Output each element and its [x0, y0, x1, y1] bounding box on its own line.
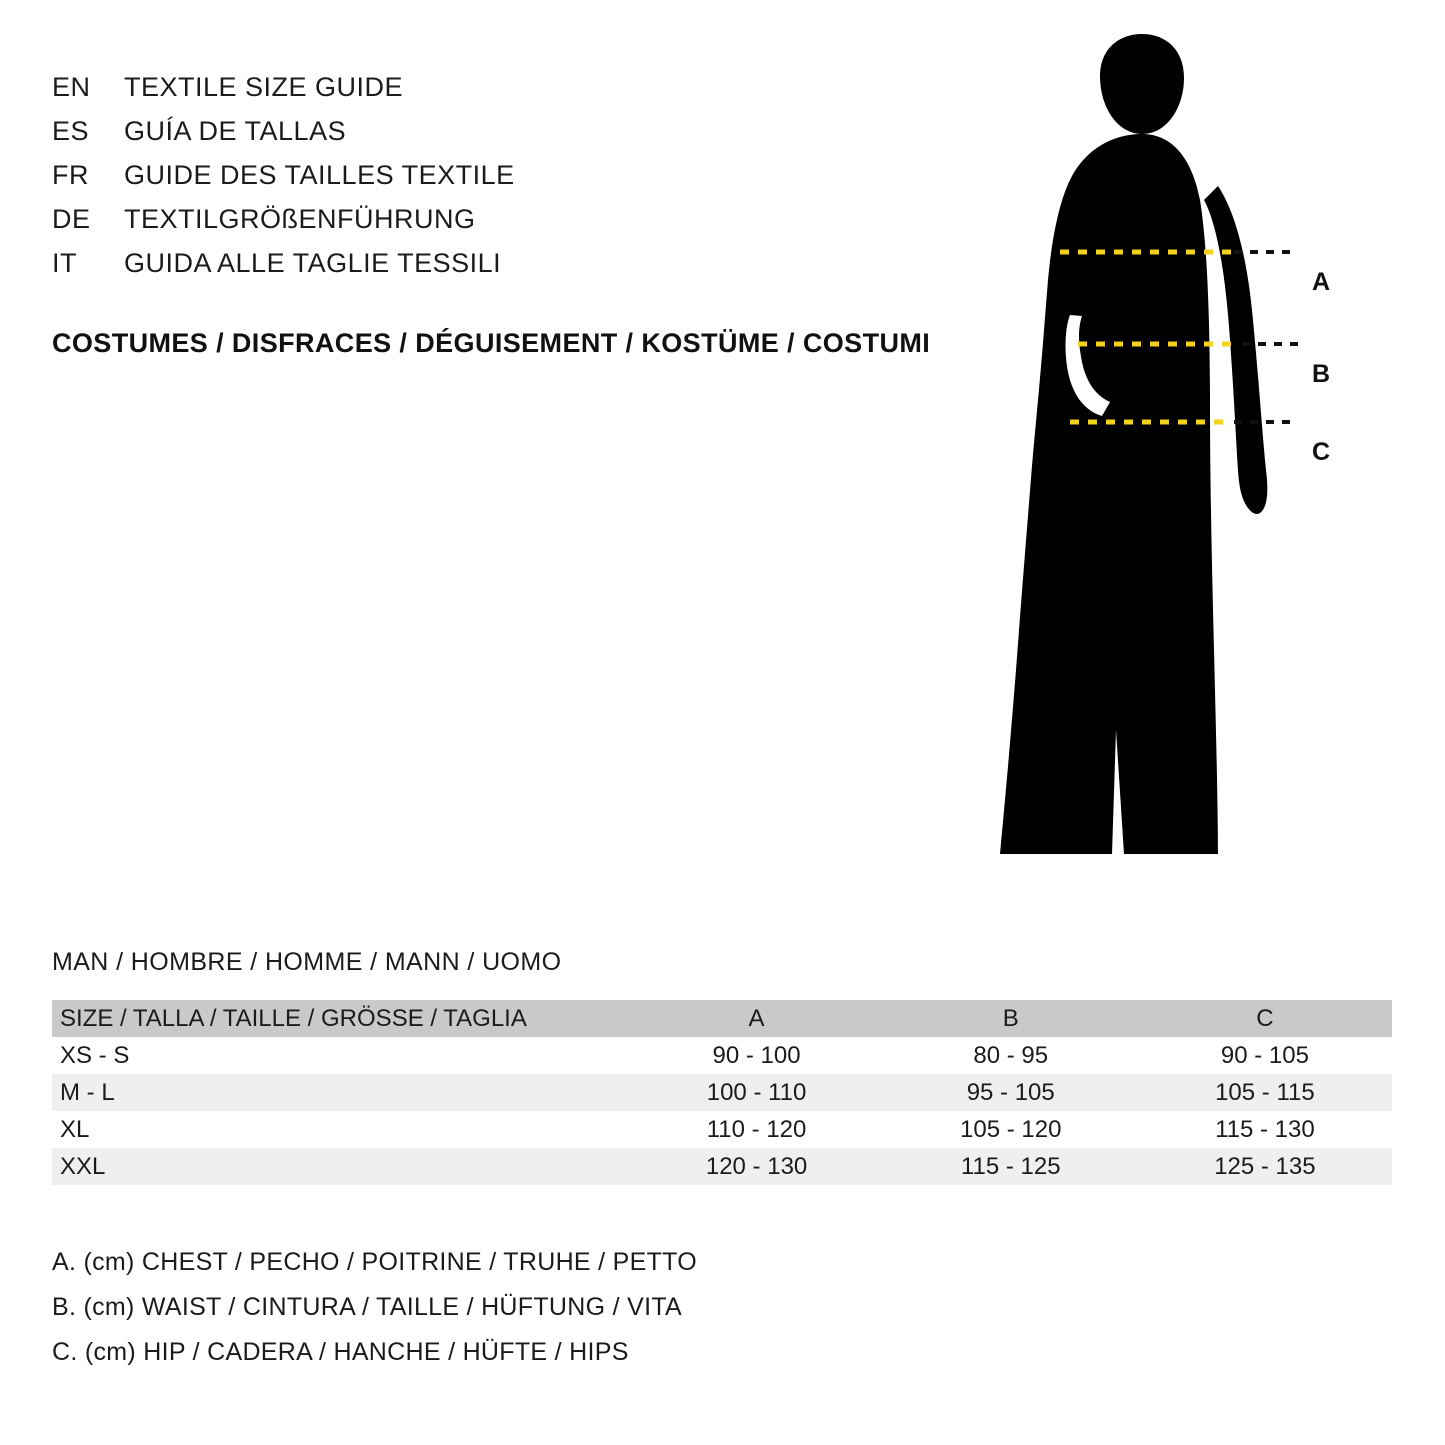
cell-b: 95 - 105 [966, 1078, 1055, 1106]
cell-c: 125 - 135 [1214, 1152, 1316, 1180]
header-c: C [1256, 1004, 1274, 1032]
cell-a: 120 - 130 [705, 1152, 808, 1180]
table-header-row [52, 1000, 1392, 1037]
language-code-de: DE [52, 204, 91, 234]
language-code-es: ES [52, 116, 90, 146]
man-silhouette-icon [960, 30, 1380, 910]
table-row [52, 1111, 1392, 1148]
cell-b: 115 - 125 [960, 1152, 1061, 1180]
language-text-en: TEXTILE SIZE GUIDE [124, 72, 404, 102]
header-a: A [748, 1004, 765, 1032]
cell-size: XL [60, 1115, 90, 1143]
table-row [52, 1037, 1392, 1074]
language-row-de [52, 204, 932, 248]
cell-size: XXL [60, 1152, 106, 1180]
marker-label-a: A [1312, 268, 1331, 296]
marker-label-b: B [1312, 360, 1331, 388]
measurement-legend [52, 1240, 1052, 1375]
cell-c: 105 - 115 [1215, 1078, 1315, 1106]
cell-a: 110 - 120 [706, 1115, 807, 1143]
cell-c: 115 - 130 [1215, 1115, 1315, 1143]
language-row-fr [52, 160, 932, 204]
cell-size: XS - S [60, 1041, 130, 1069]
language-row-it [52, 248, 932, 292]
header-size: SIZE / TALLA / TAILLE / GRÖSSE / TAGLIA [60, 1004, 527, 1032]
language-code-en: EN [52, 72, 91, 102]
language-text-fr: GUIDE DES TAILLES TEXTILE [124, 160, 515, 190]
cell-b: 105 - 120 [960, 1115, 1062, 1143]
body-figure [960, 30, 1380, 910]
table-row [52, 1074, 1392, 1111]
size-table [52, 1000, 1392, 1185]
cell-b: 80 - 95 [973, 1041, 1049, 1069]
language-list [52, 72, 932, 292]
cell-c: 90 - 105 [1220, 1041, 1309, 1069]
table-caption: MAN / HOMBRE / HOMME / MANN / UOMO [52, 948, 562, 976]
legend-line-c: C. (cm) HIP / CADERA / HANCHE / HÜFTE / HIPS [52, 1338, 629, 1366]
language-row-en [52, 72, 932, 116]
cell-a: 100 - 110 [706, 1078, 807, 1106]
legend-line-b: B. (cm) WAIST / CINTURA / TAILLE / HÜFTUNG / VITA [52, 1293, 683, 1321]
language-text-it: GUIDA ALLE TAGLIE TESSILI [124, 248, 502, 278]
language-text-de: TEXTILGRÖßENFÜHRUNG [124, 204, 476, 234]
header-b: B [1002, 1004, 1019, 1032]
language-code-it: IT [52, 248, 77, 278]
table-row [52, 1148, 1392, 1185]
marker-label-c: C [1312, 438, 1331, 466]
legend-line-a: A. (cm) CHEST / PECHO / POITRINE / TRUHE / PETTO [52, 1248, 698, 1276]
cell-size: M - L [60, 1078, 115, 1106]
language-row-es [52, 116, 932, 160]
cell-a: 90 - 100 [712, 1041, 801, 1069]
costumes-heading: COSTUMES / DISFRACES / DÉGUISEMENT / KOSTÜME / COSTUMI [52, 328, 931, 358]
language-code-fr: FR [52, 160, 89, 190]
language-text-es: GUÍA DE TALLAS [124, 116, 347, 146]
